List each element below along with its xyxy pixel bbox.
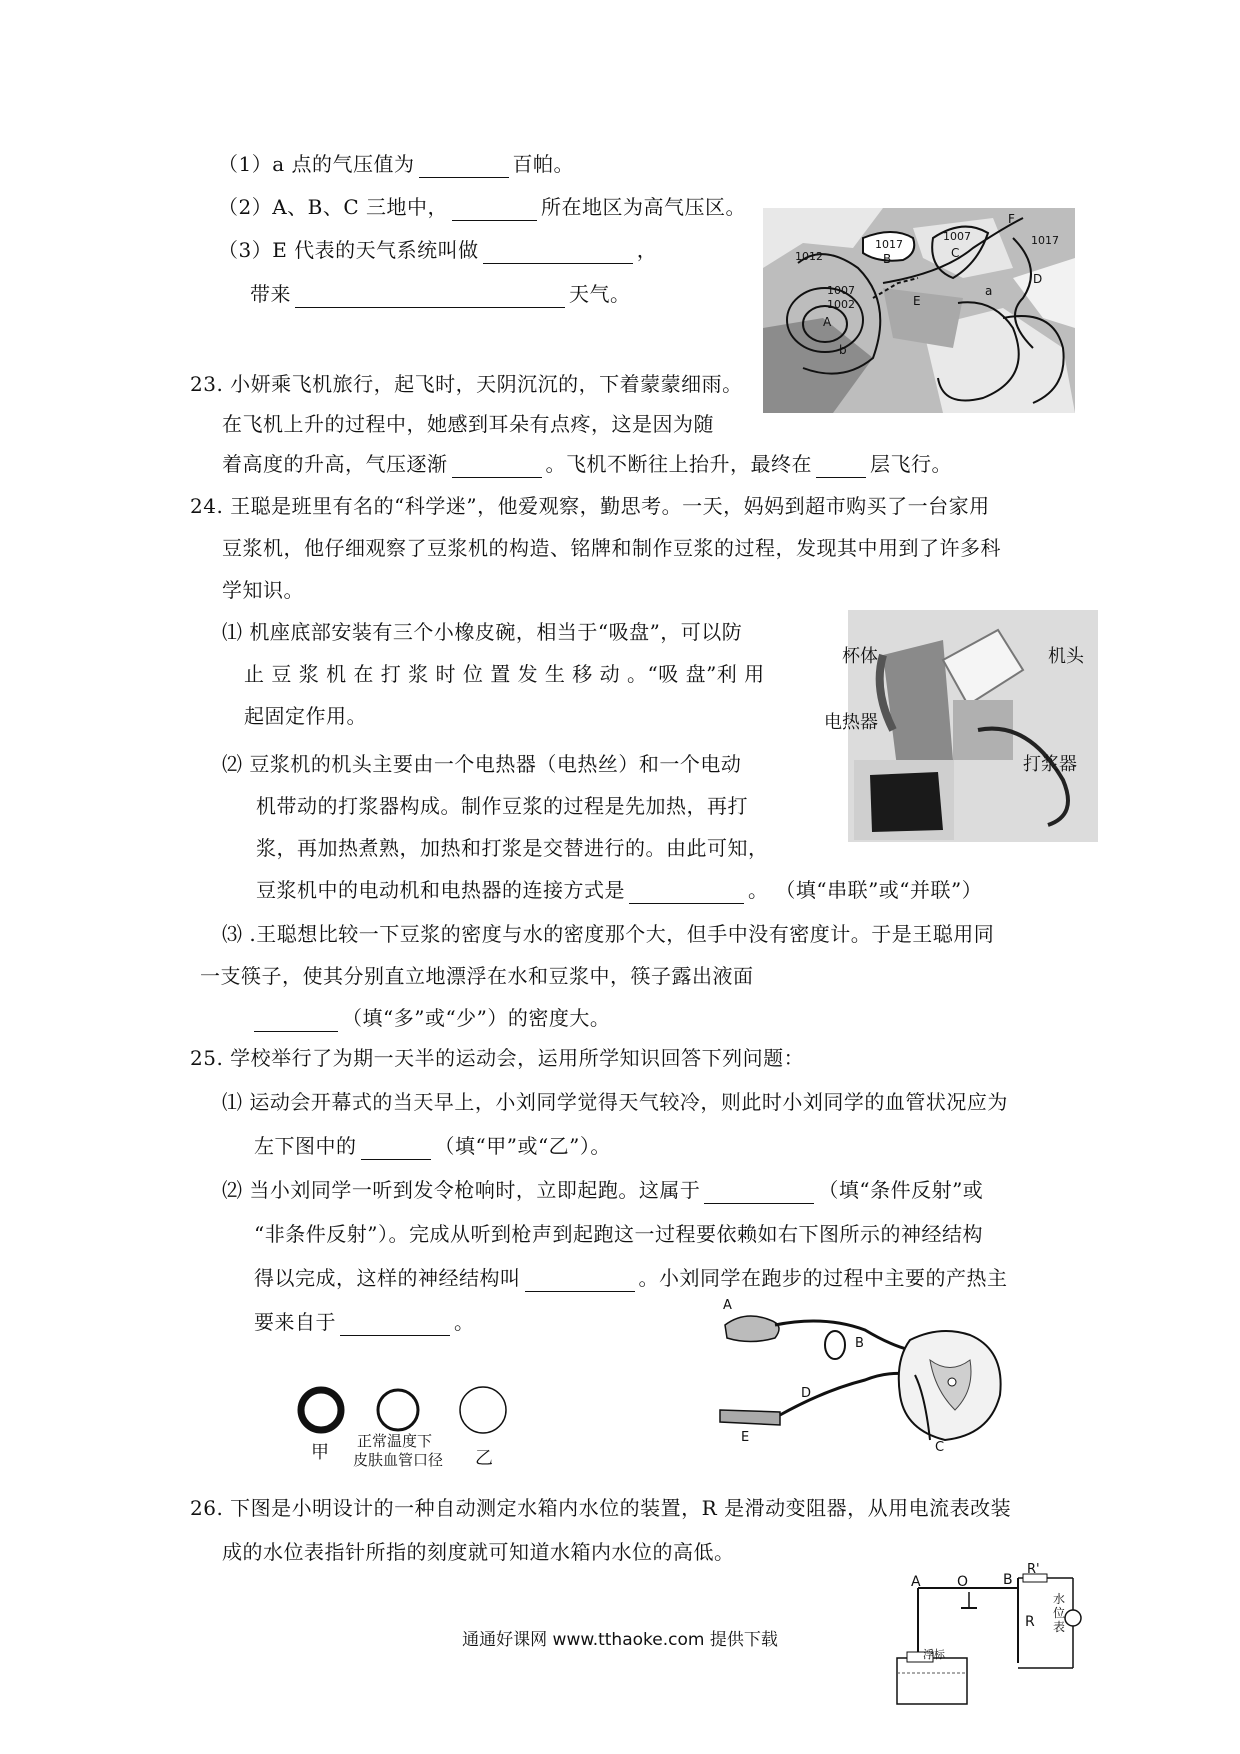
reflex-arc-figure	[715, 1298, 1045, 1455]
q22-blank-3	[483, 241, 633, 264]
soymilk-machine-photo	[824, 610, 1098, 842]
circuit-label-R: R	[1025, 1614, 1035, 1630]
photo-label-head: 机头	[1048, 646, 1084, 667]
nerve-label-C: C	[935, 1440, 945, 1455]
circuit-label-A: A	[911, 1574, 921, 1590]
q24-s3b: 一支筷子，使其分别直立地漂浮在水和豆浆中，筷子露出液面	[200, 964, 754, 988]
vessel-caption-1: 正常温度下	[357, 1432, 433, 1450]
q23-line3: 着高度的升高，气压逐渐 。飞机不断往上抬升，最终在 层飞行。	[222, 452, 952, 476]
page-footer: 通通好课网 www.tthaoke.com 提供下载	[462, 1630, 778, 1650]
q25-s2c: 得以完成，这样的神经结构叫 。小刘同学在跑步的过程中主要的产热主	[254, 1266, 1008, 1290]
q25-blank-1	[361, 1137, 431, 1160]
reflex-arc-svg	[715, 1300, 1045, 1450]
map-label-1002: 1002	[827, 298, 855, 311]
q25-blank-3	[525, 1269, 635, 1292]
q23-blank-2	[816, 455, 866, 478]
nerve-label-E: E	[741, 1430, 750, 1445]
q24-s2d: 豆浆机中的电动机和电热器的连接方式是 。 （填“串联”或“并联”）	[256, 878, 983, 902]
map-label-a: a	[985, 284, 993, 298]
meter-label-2: 位	[1053, 1606, 1066, 1620]
map-label-b: b	[839, 343, 847, 357]
q24-s1b: 止 豆 浆 机 在 打 浆 时 位 置 发 生 移 动 。“吸 盘”利 用	[244, 662, 765, 686]
q24-s3c: （填“多”或“少”）的密度大。	[254, 1004, 610, 1032]
map-label-1012: 1012	[795, 250, 823, 263]
q24-blank-2	[629, 881, 744, 904]
meter-label-3: 表	[1053, 1620, 1066, 1634]
q25-line1: 25. 学校举行了为期一天半的运动会，运用所学知识回答下列问题：	[190, 1046, 805, 1070]
q23-line2: 在飞机上升的过程中，她感到耳朵有点疼，这是因为随	[222, 412, 714, 436]
circuit-label-B: B	[1003, 1572, 1013, 1588]
photo-label-cup: 杯体	[842, 646, 878, 667]
map-label-1017a: 1017	[875, 238, 903, 251]
map-label-C: C	[951, 246, 960, 260]
q25-s1b: 左下图中的 （填“甲”或“乙”）。	[254, 1134, 611, 1158]
q22-sub2: （2）A、B、C 三地中， 所在地区为高气压区。	[218, 195, 747, 219]
vessel-caption-2: 皮肤血管口径	[353, 1451, 444, 1469]
float-label: 浮标	[923, 1648, 945, 1661]
q24-s1c: 起固定作用。	[244, 704, 367, 728]
map-label-1007b: 1007	[943, 230, 971, 243]
circuit-label-O: O	[957, 1574, 969, 1590]
q26-line2: 成的水位表指针所指的刻度就可知道水箱内水位的高低。	[222, 1540, 735, 1564]
nerve-label-D: D	[801, 1386, 812, 1401]
circuit-label-Rprime: R'	[1027, 1562, 1040, 1577]
q23-line1: 23. 小妍乘飞机旅行，起飞时，天阴沉沉的，下着蒙蒙细雨。	[190, 372, 743, 396]
map-label-B: B	[883, 252, 892, 266]
q24-blank-3	[254, 1009, 338, 1032]
map-label-1007a: 1007	[827, 284, 855, 297]
q22-blank-1	[419, 155, 509, 178]
q25-s2d: 要来自于 。	[254, 1310, 475, 1334]
map-label-A: A	[823, 315, 832, 329]
nerve-label-A: A	[723, 1298, 732, 1313]
q24-s2b: 机带动的打浆器构成。制作豆浆的过程是先加热，再打	[256, 794, 748, 818]
q24-line2: 豆浆机，他仔细观察了豆浆机的构造、铭牌和制作豆浆的过程，发现其中用到了许多科	[222, 536, 1001, 560]
q24-s2a: ⑵ 豆浆机的机头主要由一个电热器（电热丝）和一个电动	[222, 752, 742, 776]
weather-map	[763, 208, 1075, 413]
map-label-1017b: 1017	[1031, 234, 1059, 247]
q25-blank-2	[704, 1181, 814, 1204]
meter-label-1: 水	[1053, 1592, 1066, 1606]
q24-line1: 24. 王聪是班里有名的“科学迷”，他爱观察，勤思考。一天，妈妈到超市购买了一台家用	[190, 494, 990, 518]
map-label-F: F	[1008, 212, 1015, 226]
nerve-label-B: B	[855, 1336, 864, 1351]
q24-line3: 学知识。	[222, 578, 304, 602]
q22-sub3b: 带来 天气。	[250, 282, 631, 306]
q26-line1: 26. 下图是小明设计的一种自动测定水箱内水位的装置，R 是滑动变阻器，从用电流表改装	[190, 1496, 1012, 1520]
map-label-E: E	[913, 294, 921, 308]
vessel-normal	[378, 1390, 418, 1430]
q22-sub3: （3）E 代表的天气系统叫做 ，	[218, 238, 658, 262]
vessel-label-jia: 甲	[311, 1442, 329, 1463]
vessel-yi	[460, 1387, 506, 1433]
q24-s2c: 浆，再加热煮熟，加热和打浆是交替进行的。由此可知，	[256, 836, 769, 860]
q25-s2a: ⑵ 当小刘同学一听到发令枪响时，立即起跑。这属于 （填“条件反射”或	[222, 1178, 984, 1202]
q24-s1a: ⑴ 机座底部安装有三个小橡皮碗，相当于“吸盘”，可以防	[222, 620, 743, 644]
weather-map-svg	[763, 208, 1075, 413]
q25-s2b: “非条件反射”）。完成从听到枪声到起跑这一过程要依赖如右下图所示的神经结构	[254, 1222, 983, 1246]
photo-label-heater: 电热器	[824, 712, 878, 733]
q22-blank-4	[295, 285, 565, 308]
q22-blank-2	[452, 198, 537, 221]
map-label-D: D	[1033, 272, 1043, 286]
q23-blank-1	[452, 455, 542, 478]
q24-s3a: ⑶ .王聪想比较一下豆浆的密度与水的密度那个大，但手中没有密度计。于是王聪用同	[222, 922, 995, 946]
q22-sub1: （1）a 点的气压值为 百帕。	[218, 152, 575, 176]
blood-vessel-figure	[295, 1380, 535, 1470]
q25-s1a: ⑴ 运动会开幕式的当天早上，小刘同学觉得天气较冷，则此时小刘同学的血管状况应为	[222, 1090, 1008, 1114]
photo-label-blender: 打浆器	[1023, 754, 1077, 775]
vessel-label-yi: 乙	[475, 1448, 493, 1469]
q25-blank-4	[340, 1313, 450, 1336]
vessel-jia	[301, 1390, 341, 1430]
